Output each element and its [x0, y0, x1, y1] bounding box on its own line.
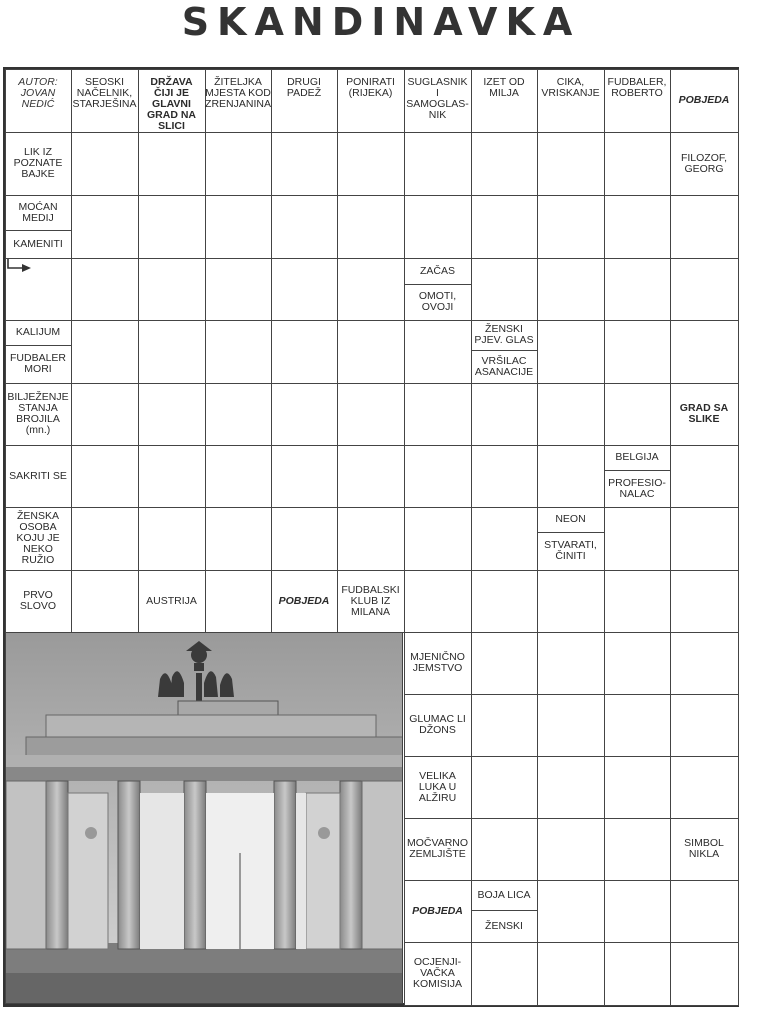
grid-cell[interactable]: [138, 445, 206, 508]
inner-clue: BELGIJA: [615, 451, 659, 463]
header-clue: DRŽAVA ČIJI JE GLAVNI GRAD NA SLICI: [147, 76, 196, 132]
left-clue: PRVO SLOVO: [19, 589, 57, 612]
grid-cell[interactable]: [604, 570, 671, 633]
grid-cell[interactable]: [471, 818, 538, 881]
grid-cell[interactable]: [404, 383, 472, 446]
grid-cell[interactable]: [471, 195, 538, 259]
header-clue: CIKA, VRISKANJE: [541, 76, 600, 99]
inner-clue: AUSTRIJA: [146, 594, 197, 607]
grid-cell[interactable]: [604, 756, 671, 819]
grid-cell[interactable]: [670, 942, 739, 1006]
grid-cell[interactable]: [471, 383, 538, 446]
grid-cell[interactable]: [138, 258, 206, 321]
grid-cell[interactable]: [604, 195, 671, 259]
grid-cell[interactable]: [337, 320, 405, 384]
grid-cell[interactable]: [471, 942, 538, 1006]
grid-cell[interactable]: [271, 445, 338, 508]
grid-cell[interactable]: [670, 507, 739, 571]
grid-cell[interactable]: [471, 507, 538, 571]
grid-cell[interactable]: [271, 507, 338, 571]
grid-cell[interactable]: [604, 818, 671, 881]
grid-cell[interactable]: [604, 942, 671, 1006]
inner-clue: BOJA LICA: [477, 888, 531, 901]
grid-cell[interactable]: [404, 132, 472, 196]
inner-clue: SIMBOL NIKLA: [684, 837, 724, 860]
inner-clue: ŽENSKI PJEV. GLAS: [474, 323, 534, 346]
grid-cell[interactable]: [537, 195, 605, 259]
grid-cell[interactable]: [670, 445, 739, 508]
grid-cell[interactable]: [471, 570, 538, 633]
left-clue: MOĆAN MEDIJ: [18, 200, 58, 224]
header-clue: ŽITELJKA MJESTA KOD ZRENJANINA: [205, 76, 271, 110]
grid-cell[interactable]: [471, 132, 538, 196]
header-clue: SEOSKI NAČELNIK, STARJEŠINA: [72, 76, 137, 110]
grid-cell[interactable]: [205, 445, 272, 508]
inner-clue: ZAČAS: [419, 264, 455, 277]
grid-cell[interactable]: [537, 632, 605, 695]
grid-cell[interactable]: [138, 320, 206, 384]
grid-cell[interactable]: [205, 195, 272, 259]
grid-cell[interactable]: [337, 507, 405, 571]
grid-cell[interactable]: [71, 195, 139, 259]
grid-cell[interactable]: [670, 694, 739, 757]
grid-cell[interactable]: [537, 570, 605, 633]
grid-cell[interactable]: [604, 507, 671, 571]
grid-cell[interactable]: [537, 756, 605, 819]
grid-cell[interactable]: [670, 258, 739, 321]
grid-cell[interactable]: [404, 195, 472, 259]
grid-cell[interactable]: [604, 632, 671, 695]
grid-cell[interactable]: [138, 132, 206, 196]
grid-cell[interactable]: [138, 507, 206, 571]
header-clue: PONIRATI (RIJEKA): [346, 76, 395, 99]
left-clue: KAMENITI: [13, 237, 63, 250]
left-clue: FUDBALER MORI: [9, 352, 66, 375]
grid-cell[interactable]: [537, 132, 605, 196]
grid-cell[interactable]: [471, 694, 538, 757]
grid-cell[interactable]: [604, 880, 671, 943]
grid-cell[interactable]: [71, 445, 139, 508]
grid-cell[interactable]: [271, 132, 338, 196]
grid-cell[interactable]: [271, 320, 338, 384]
inner-clue: GRAD SA SLIKE: [679, 402, 729, 425]
grid-cell[interactable]: [337, 383, 405, 446]
grid-cell[interactable]: [537, 818, 605, 881]
grid-cell[interactable]: [537, 383, 605, 446]
grid-cell[interactable]: [537, 694, 605, 757]
grid-cell[interactable]: [604, 694, 671, 757]
grid-cell[interactable]: [604, 383, 671, 446]
puzzle-title: SKANDINAVKA: [181, 0, 581, 44]
grid-cell[interactable]: [404, 445, 472, 508]
grid-cell[interactable]: [404, 320, 472, 384]
inner-clue: POBJEDA: [278, 594, 330, 607]
grid-cell[interactable]: [205, 570, 272, 633]
header-clue: FUDBALER, ROBERTO: [607, 76, 667, 99]
inner-clue: VRŠILAC ASANACIJE: [474, 354, 534, 378]
left-clue: SAKRITI SE: [9, 469, 67, 482]
grid-cell[interactable]: [337, 445, 405, 508]
grid-cell[interactable]: [205, 383, 272, 446]
header-clue: POBJEDA: [678, 94, 730, 106]
inner-clue: FUDBALSKI KLUB IZ MILANA: [341, 583, 400, 618]
inner-clue: VELIKA LUKA U ALŽIRU: [418, 769, 457, 804]
grid-cell[interactable]: [471, 632, 538, 695]
grid-cell[interactable]: [271, 258, 338, 321]
grid-cell[interactable]: [71, 507, 139, 571]
brandenburg-gate-photo: [5, 632, 403, 1004]
grid-cell[interactable]: [604, 320, 671, 384]
inner-clue: FILOZOF, GEORG: [680, 151, 728, 175]
inner-clue: PROFESIO-NALAC: [608, 476, 666, 500]
grid-cell[interactable]: [670, 320, 739, 384]
grid-cell[interactable]: [337, 132, 405, 196]
grid-cell[interactable]: [537, 445, 605, 508]
left-clue: KALIJUM: [15, 326, 61, 338]
grid-cell[interactable]: [205, 320, 272, 384]
grid-cell[interactable]: [205, 258, 272, 321]
grid-cell[interactable]: [604, 132, 671, 196]
left-clue: BILJEŽENJE STANJA BROJILA (mn.): [7, 391, 69, 436]
grid-cell[interactable]: [404, 507, 472, 571]
left-clue: LIK IZ POZNATE BAJKE: [13, 146, 63, 180]
inner-clue: POBJEDA: [412, 904, 463, 917]
header-clue: SUGLASNIK I SAMOGLAS-NIK: [406, 76, 469, 121]
inner-clue: OMOTI, OVOJI: [418, 290, 457, 313]
grid-cell[interactable]: [471, 445, 538, 508]
author-credit: AUTOR: JOVAN NEDIĆ: [18, 76, 58, 110]
grid-cell[interactable]: [337, 258, 405, 321]
grid-cell[interactable]: [71, 320, 139, 384]
grid-cell[interactable]: [537, 942, 605, 1006]
inner-clue: STVARATI, ČINITI: [544, 539, 597, 562]
inner-clue: NEON: [555, 513, 586, 525]
inner-clue: MOČVARNO ZEMLJIŠTE: [406, 837, 469, 860]
grid-cell[interactable]: [404, 570, 472, 633]
grid-cell[interactable]: [337, 195, 405, 259]
inner-clue: ŽENSKI: [485, 919, 523, 932]
gate-illustration: [6, 633, 403, 1004]
grid-cell[interactable]: [537, 258, 605, 321]
grid-cell[interactable]: [604, 258, 671, 321]
left-clue: ŽENSKA OSOBA KOJU JE NEKO RUŽIO: [16, 510, 60, 566]
grid-cell[interactable]: [205, 507, 272, 571]
inner-clue: OCJENJI-VAČKA KOMISIJA: [412, 956, 462, 990]
grid-cell[interactable]: [205, 132, 272, 196]
grid-cell[interactable]: [537, 880, 605, 943]
grid-cell[interactable]: [71, 570, 139, 633]
header-clue: IZET OD MILJA: [483, 76, 525, 99]
grid-cell[interactable]: [670, 570, 739, 633]
grid-cell[interactable]: [670, 880, 739, 943]
grid-cell[interactable]: [670, 632, 739, 695]
grid-cell[interactable]: [471, 258, 538, 321]
grid-cell[interactable]: [670, 756, 739, 819]
header-clue: DRUGI PADEŽ: [286, 76, 322, 99]
inner-clue: GLUMAC LI DŽONS: [409, 713, 466, 736]
grid-cell[interactable]: [670, 195, 739, 259]
inner-clue: MJENIČNO JEMSTVO: [410, 651, 465, 674]
grid-cell[interactable]: [71, 383, 139, 446]
grid-cell[interactable]: [271, 383, 338, 446]
grid-cell[interactable]: [71, 132, 139, 196]
arrow-icon: [6, 258, 34, 274]
grid-cell[interactable]: [138, 383, 206, 446]
grid-cell[interactable]: [471, 756, 538, 819]
grid-cell[interactable]: [271, 195, 338, 259]
grid-cell[interactable]: [138, 195, 206, 259]
grid-cell[interactable]: [537, 320, 605, 384]
word-break-divider: [471, 453, 472, 503]
grid-cell[interactable]: [71, 258, 139, 321]
